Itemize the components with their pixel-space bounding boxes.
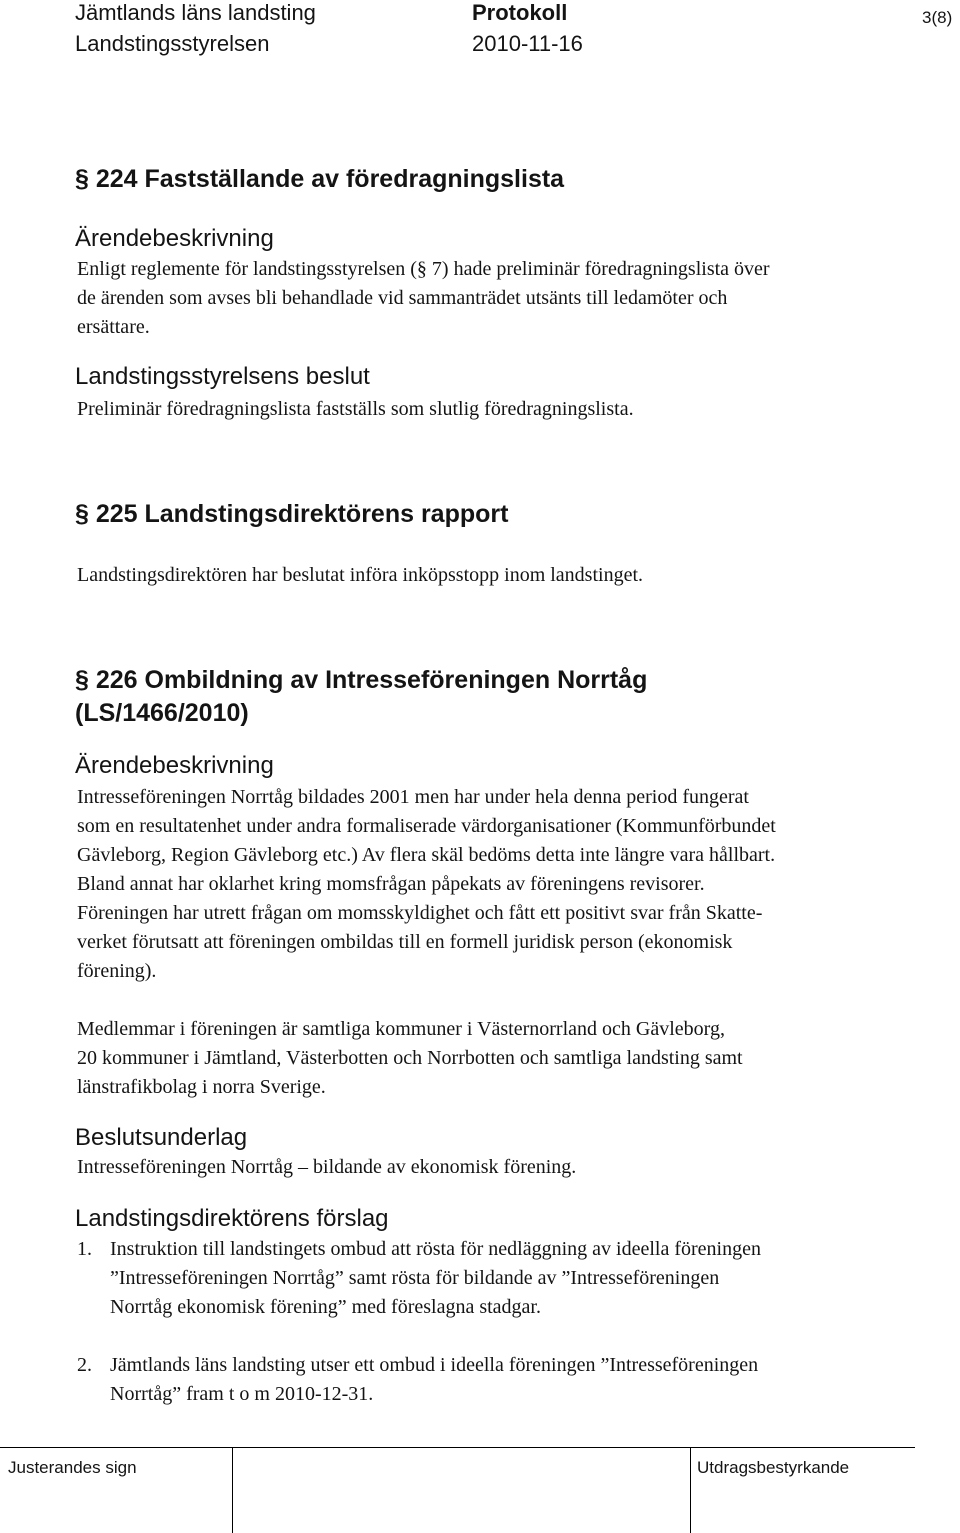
section-224-heading: § 224 Fastställande av föredragningslista bbox=[75, 165, 565, 193]
list-item-line: Jämtlands läns landsting utser ett ombud i ideella föreningen ”Intresseföreningen bbox=[110, 1354, 759, 1376]
list-item-line: Instruktion till landstingets ombud att rösta för nedläggning av ideella föreningen bbox=[110, 1238, 761, 1260]
heading-line: § 226 Ombildning av Intresseföreningen Norrtåg bbox=[75, 666, 648, 694]
footer-divider bbox=[0, 1447, 915, 1448]
section-224-decision-label: Landstingsstyrelsens beslut bbox=[75, 363, 370, 390]
footer-column-divider bbox=[232, 1447, 233, 1533]
paragraph-line: Medlemmar i föreningen är samtliga kommuner i Västernorrland och Gävleborg, bbox=[77, 1018, 725, 1040]
paragraph-line: verket förutsatt att föreningen ombildas till en formell juridisk person (ekonomisk bbox=[77, 931, 733, 953]
section-226-proposal-label: Landstingsdirektörens förslag bbox=[75, 1205, 389, 1232]
section-225-text: Landstingsdirektören har beslutat införa inköpsstopp inom landstinget. bbox=[77, 564, 644, 586]
section-226-desc-paragraph bbox=[77, 783, 776, 986]
header-organization: Jämtlands läns landsting bbox=[75, 0, 316, 25]
header-date: 2010-11-16 bbox=[472, 31, 583, 56]
section-225-heading: § 225 Landstingsdirektörens rapport bbox=[75, 500, 509, 528]
paragraph-line: Föreningen har utrett frågan om momsskyldighet och fått ett positivt svar från Skatte- bbox=[77, 902, 763, 924]
proposal-item-1-text bbox=[110, 1235, 761, 1322]
paragraph-line: Bland annat har oklarhet kring momsfrågan påpekats av föreningens revisorer. bbox=[77, 873, 705, 895]
section-226-desc-label: Ärendebeskrivning bbox=[75, 752, 274, 779]
proposal-item-2-number: 2. bbox=[77, 1354, 92, 1376]
header-body: Landstingsstyrelsen bbox=[75, 31, 270, 56]
list-item-line: Norrtåg” fram t o m 2010-12-31. bbox=[110, 1383, 374, 1405]
section-226-members-paragraph bbox=[77, 1015, 743, 1102]
paragraph-line: 20 kommuner i Jämtland, Västerbotten och Norrbotten och samtliga landsting samt bbox=[77, 1047, 743, 1069]
page-number: 3(8) bbox=[922, 8, 953, 27]
paragraph-line: Gävleborg, Region Gävleborg etc.) Av flera skäl bedöms detta inte längre vara hållbart. bbox=[77, 844, 776, 866]
paragraph-line: förening). bbox=[77, 960, 157, 982]
heading-line: (LS/1466/2010) bbox=[75, 699, 249, 727]
section-226-basis-label: Beslutsunderlag bbox=[75, 1124, 248, 1151]
paragraph-line: Intresseföreningen Norrtåg bildades 2001 men har under hela denna period fungerat bbox=[77, 786, 749, 808]
paragraph-line: ersättare. bbox=[77, 316, 150, 338]
section-224-desc-paragraph bbox=[77, 255, 770, 342]
paragraph-line: länstrafikbolag i norra Sverige. bbox=[77, 1076, 326, 1098]
list-item-line: Norrtåg ekonomisk förening” med föreslagna stadgar. bbox=[110, 1296, 541, 1318]
footer-extract-label: Utdragsbestyrkande bbox=[697, 1458, 850, 1477]
paragraph-line: de ärenden som avses bli behandlade vid sammanträdet utsänts till ledamöter och bbox=[77, 287, 728, 309]
section-224-desc-label: Ärendebeskrivning bbox=[75, 225, 274, 252]
section-226-heading bbox=[75, 664, 647, 730]
list-item-line: ”Intresseföreningen Norrtåg” samt rösta för bildande av ”Intresseföreningen bbox=[110, 1267, 720, 1289]
header-doc-type: Protokoll bbox=[472, 0, 568, 25]
section-224-decision-text: Preliminär föredragningslista fastställs som slutlig föredragningslista. bbox=[77, 398, 634, 420]
paragraph-line: Enligt reglemente för landstingsstyrelsen (§ 7) hade preliminär föredragningslista över bbox=[77, 258, 770, 280]
paragraph-line: som en resultatenhet under andra formaliserade värdorganisationer (Kommunförbundet bbox=[77, 815, 776, 837]
footer-sign-label: Justerandes sign bbox=[8, 1458, 137, 1477]
proposal-item-2-text bbox=[110, 1351, 758, 1409]
footer-column-divider bbox=[690, 1447, 691, 1533]
section-226-basis-text: Intresseföreningen Norrtåg – bildande av ekonomisk förening. bbox=[77, 1156, 577, 1178]
proposal-item-1-number: 1. bbox=[77, 1238, 92, 1260]
